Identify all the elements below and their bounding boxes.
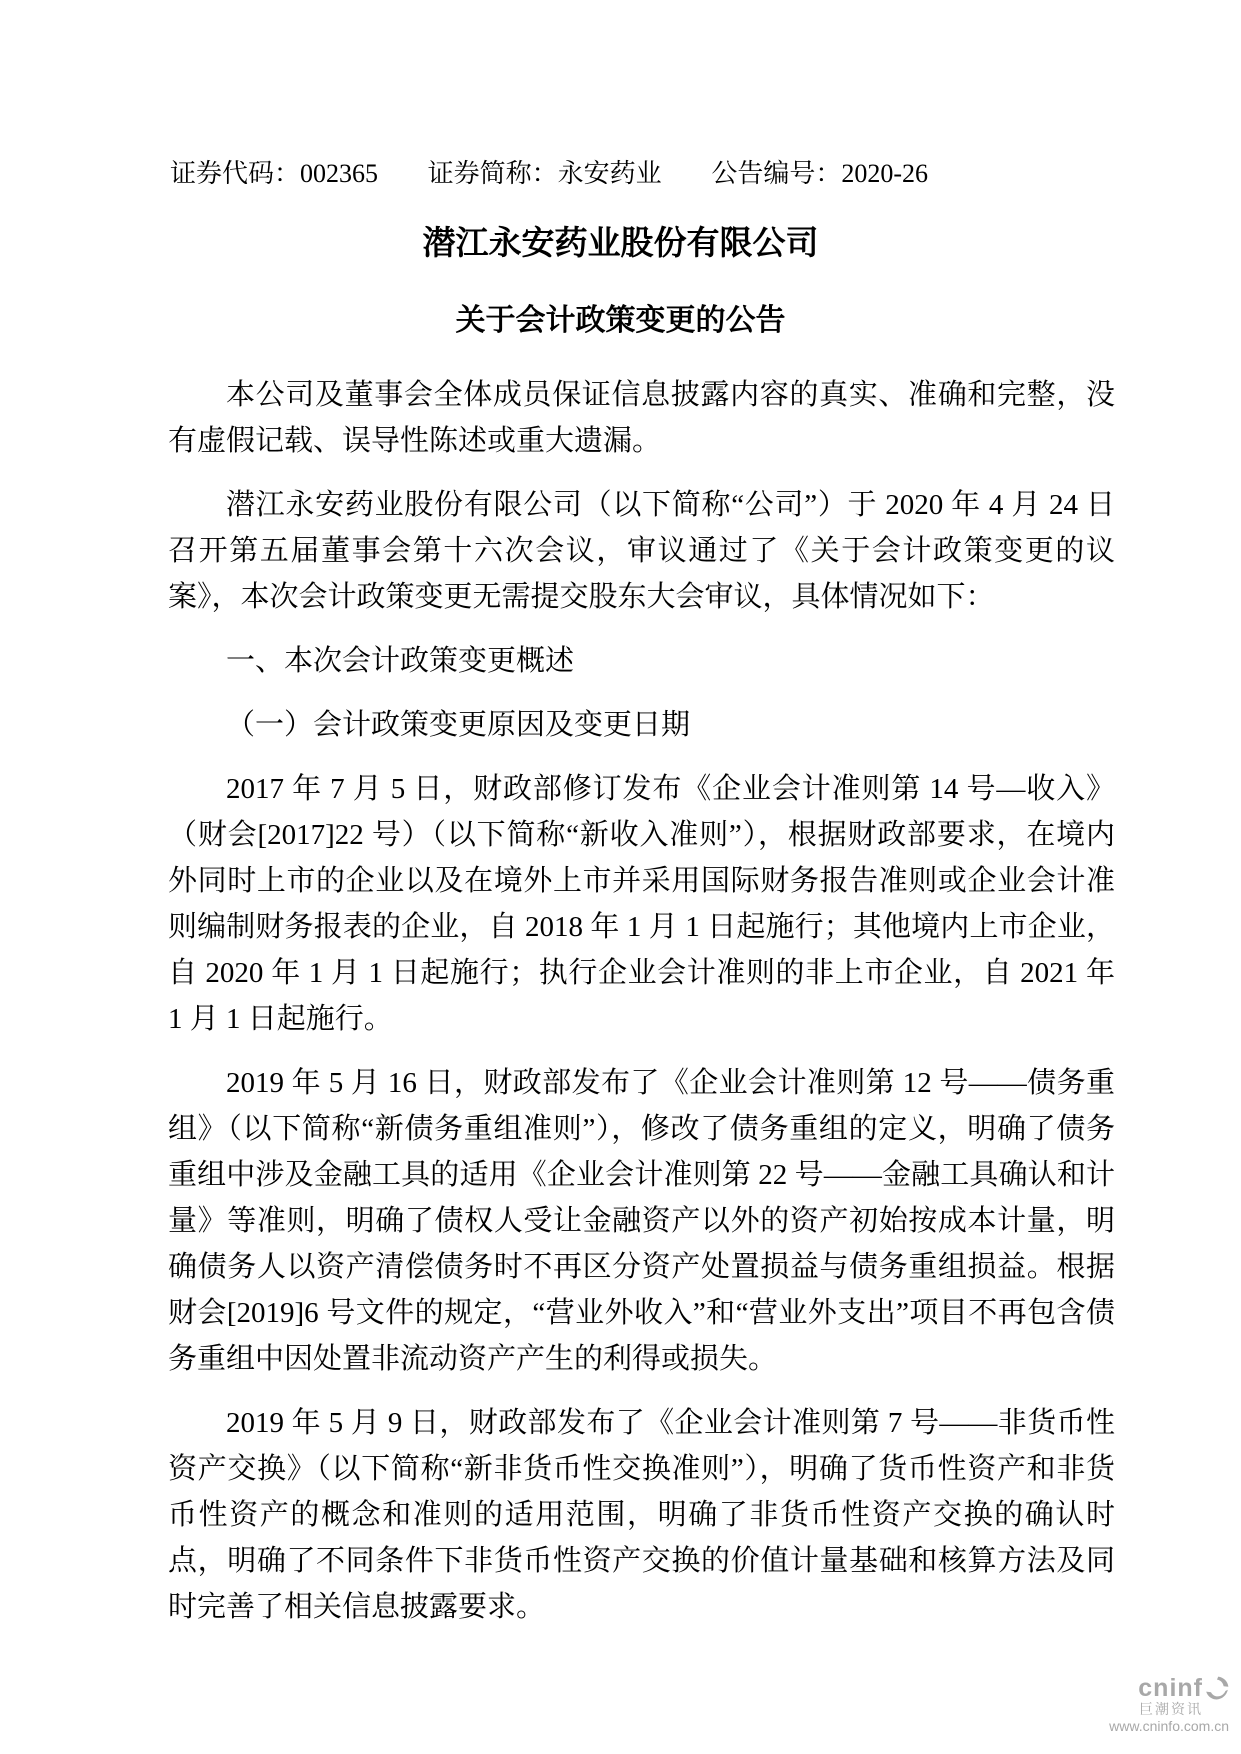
announcement-title: 关于会计政策变更的公告 — [455, 304, 786, 337]
document-header — [170, 160, 928, 189]
subsection-heading-reason-date: （一）会计政策变更原因及变更日期 — [226, 709, 691, 741]
board-meeting-paragraph: 潜江永安药业股份有限公司（以下简称“公司”）于 2020 年 4 月 24 日召开第五届董事会第十六次会议，审议通过了《关于会计政策变更的议案》，本次会计政策变更无需提交股东大会审议，具体情况如下： — [168, 489, 1115, 613]
revenue-standard-paragraph: 2017 年 7 月 5 日，财政部修订发布《企业会计准则第 14 号—收入》（财会[2017]22 号）（以下简称“新收入准则”），根据财政部要求，在境内外同时上市的企业以及在境外上市并采用国际财务报告准则或企业会计准则编制财务报表的企业，自 2018 年 1 月 1 日起施行；其他境内上市企业，自 2020 年 1 月 1 日起施行；执行企业会计准则的非上市企业，自 2021 年 1 月 1 日起施行。 — [168, 773, 1115, 1035]
cninfo-logo-row — [1109, 1675, 1229, 1703]
document-body — [168, 372, 1115, 1648]
cninfo-swirl-icon — [1205, 1676, 1229, 1700]
announcement-number: 公告编号：2020-26 — [711, 159, 928, 188]
cninfo-url: www.cninfo.com.cn — [1109, 1717, 1229, 1734]
nonmonetary-exchange-paragraph: 2019 年 5 月 9 日，财政部发布了《企业会计准则第 7 号——非货币性资产交换》（以下简称“新非货币性交换准则”），明确了货币性资产和非货币性资产的概念和准则的适用范围，明确了非货币性资产交换的确认时点，明确了不同条件下非货币性资产交换的价值计量基础和核算方法及同时完善了相关信息披露要求。 — [168, 1407, 1115, 1623]
debt-restructuring-paragraph: 2019 年 5 月 16 日，财政部发布了《企业会计准则第 12 号——债务重组》（以下简称“新债务重组准则”），修改了债务重组的定义，明确了债务重组中涉及金融工具的适用《企业会计准则第 22 号——金融工具确认和计量》等准则，明确了债权人受让金融资产以外的资产初始按成本计量，明确债务人以资产清偿债务时不再区分资产处置损益与债务重组损益。根据财会[2019]6 号文件的规定，“营业外收入”和“营业外支出”项目不再包含债务重组中因处置非流动资产产生的利得或损失。 — [168, 1067, 1115, 1375]
section-heading-overview: 一、本次会计政策变更概述 — [226, 645, 575, 677]
company-title: 潜江永安药业股份有限公司 — [422, 224, 819, 261]
stock-name: 证券简称：永安药业 — [427, 159, 662, 188]
stock-code: 证券代码：002365 — [170, 159, 379, 188]
cninfo-chinese-name: 巨潮资讯 — [1139, 1701, 1203, 1718]
cninfo-watermark — [1109, 1675, 1229, 1734]
cninfo-logo-text: cninf — [1138, 1673, 1203, 1702]
integrity-statement: 本公司及董事会全体成员保证信息披露内容的真实、准确和完整，没有虚假记载、误导性陈述或重大遗漏。 — [168, 379, 1115, 457]
